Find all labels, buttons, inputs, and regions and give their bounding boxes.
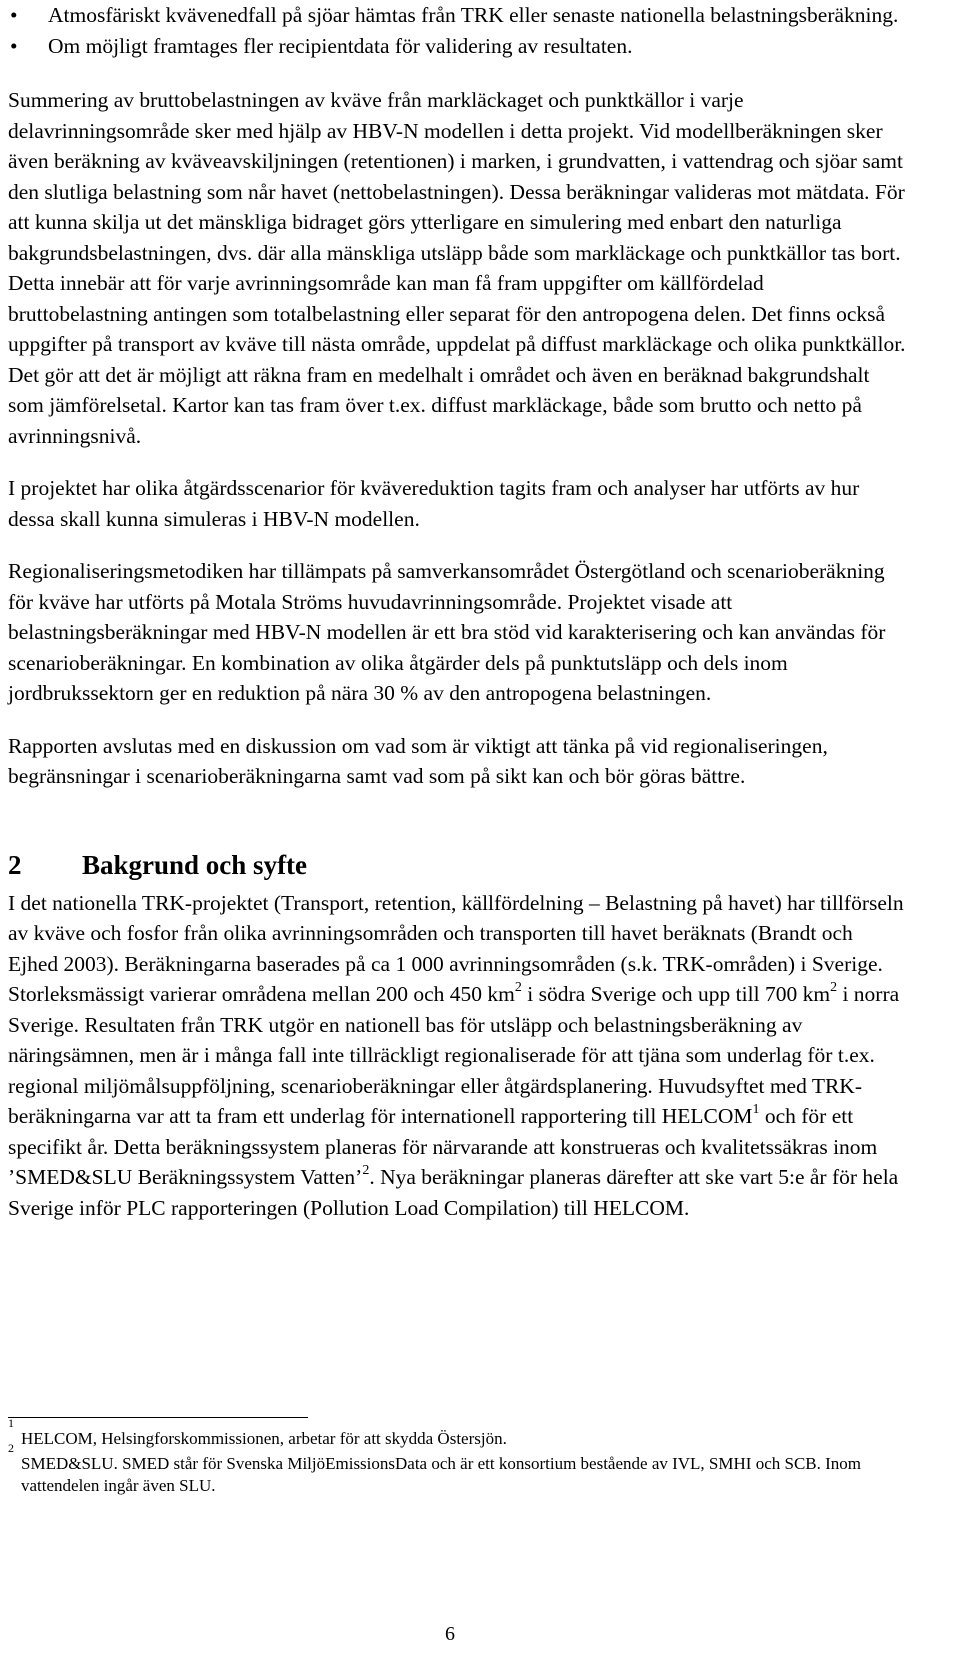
- footnote-text: SMED&SLU. SMED står för Svenska MiljöEmissionsData och är ett konsortium bestående av IVL, SMHI och SCB. Inom vattendelen ingår även SLU.: [21, 1453, 862, 1495]
- bullet-list: [8, 0, 908, 61]
- document-page: [8, 0, 908, 1245]
- text-run: och för ett specifikt år. Detta beräkningssystem planeras för närvarande att konstrueras och kvalitetssäkras inom ’SMED&SLU Beräkningssystem Vatten’: [8, 1104, 878, 1189]
- list-item: [8, 0, 908, 31]
- footnote-separator: [8, 1417, 308, 1418]
- text-run: . Nya beräkningar planeras därefter att ske vart 5:e år för hela Sverige inför PLC rapporteringen (Pollution Load Compilation) till HELCOM.: [8, 1165, 899, 1220]
- footnote-1: 1 HELCOM, Helsingforskommissionen, arbetar för att skydda Östersjön.: [8, 1416, 507, 1448]
- text-run: i norra Sverige. Resultaten från TRK utgör en nationell bas för utsläpp och belastningsberäkning av näringsämnen, men är i många fall inte tillräckligt regionaliserade för att tjäna som underlag för t.ex. regional miljömålsuppföljning, scenarioberäkningar eller åtgärdsplanering. Huvudsyftet med TRK-beräkningarna var att ta fram ett underlag för internationell rapportering till HELCOM: [8, 982, 900, 1128]
- list-item: [8, 31, 908, 62]
- paragraph-summering: Summering av bruttobelastningen av kväve från markläckaget och punktkällor i varje delavrinningsområde sker med hjälp av HBV-N modellen i detta projekt. Vid modellberäkningen sker även beräkning av kväveavskiljningen (retentionen) i marken, i grundvatten, i vattendrag och sjöar samt den slutliga belastning som når havet (nettobelastningen). Dessa beräkningar valideras mot mätdata. För att kunna skilja ut det mänskliga bidraget görs ytterligare en simulering med enbart den naturliga bakgrundsbelastningen, dvs. där alla mänskliga utsläpp både som markläckage och punktkällor tas bort. Detta innebär att för varje avrinningsområde kan man få fram uppgifter om källfördelad bruttobelastning antingen som totalbelastning eller separat för den antropogena delen. Det finns också uppgifter på transport av kväve till nästa område, uppdelat på diffust markläckage och olika punktkällor. Det gör att det är möjligt att räkna fram en medelhalt i området och även en beräknad bakgrundshalt som jämförelsetal. Kartor kan tas fram över t.ex. diffust markläckage, både som brutto och netto på avrinningsnivå.: [8, 88, 906, 448]
- section-heading: [8, 842, 908, 888]
- text-run: i södra Sverige och upp till 700 km: [521, 982, 831, 1006]
- bullet-icon: •: [10, 33, 18, 58]
- superscript-km2: 2: [514, 979, 522, 995]
- paragraph-bakgrund: [8, 888, 908, 1224]
- text-run: I det nationella TRK-projektet (Transport, retention, källfördelning – Belastning på havet) har tillförseln av kväve och fosfor från olika avrinningsområden och transporten till havet beräknats (Brandt och Ejhed 2003). Beräkningarna baserades på ca 1 000 avrinningsområden (s.k. TRK-områden) i Sverige. Storleksmässigt varierar områdena mellan 200 och 450 km: [8, 890, 904, 1006]
- footnotes: [8, 1416, 908, 1500]
- paragraph-rapporten: Rapporten avslutas med en diskussion om vad som är viktigt att tänka på vid regionaliseringen, begränsningar i scenarioberäkningarna samt vad som på sikt kan och bör göras bättre.: [8, 733, 828, 788]
- bullet-icon: •: [10, 3, 18, 27]
- footnote-ref-2[interactable]: 2: [362, 1162, 370, 1178]
- footnote-text: HELCOM, Helsingforskommissionen, arbetar för att skydda Östersjön.: [21, 1429, 507, 1448]
- page-number: 6: [445, 1623, 455, 1645]
- paragraph-regionalisering: Regionaliseringsmetodiken har tillämpats på samverkansområdet Östergötland och scenarioberäkning för kväve har utförts på Motala Ströms huvudavrinningsområde. Projektet visade att belastningsberäkningar med HBV-N modellen är ett bra stöd vid karakterisering och kan användas för scenarioberäkningar. En kombination av olika åtgärder dels på punktutsläpp och dels inom jordbrukssektorn ger en reduktion på nära 30 % av den antropogena belastningen.: [8, 559, 886, 705]
- footnote-2: 2 SMED&SLU. SMED står för Svenska MiljöEmissionsData och är ett konsortium bestående av IVL, SMHI och SCB. Inom vattendelen ingår även SLU.: [8, 1440, 862, 1495]
- superscript-km2: 2: [830, 979, 838, 995]
- section-number: 2: [8, 849, 22, 880]
- bullet-text: Om möjligt framtages fler recipientdata för validering av resultaten.: [48, 33, 633, 58]
- bullet-text: Atmosfäriskt kvävenedfall på sjöar hämtas från TRK eller senaste nationella belastningsberäkning.: [48, 3, 899, 27]
- section-title: Bakgrund och syfte: [82, 849, 308, 880]
- paragraph-atgardsscenarior: I projektet har olika åtgärdsscenarior för kvävereduktion tagits fram och analyser har utförts av hur dessa skall kunna simuleras i HBV-N modellen.: [8, 476, 860, 531]
- footnote-ref-1[interactable]: 1: [752, 1101, 760, 1117]
